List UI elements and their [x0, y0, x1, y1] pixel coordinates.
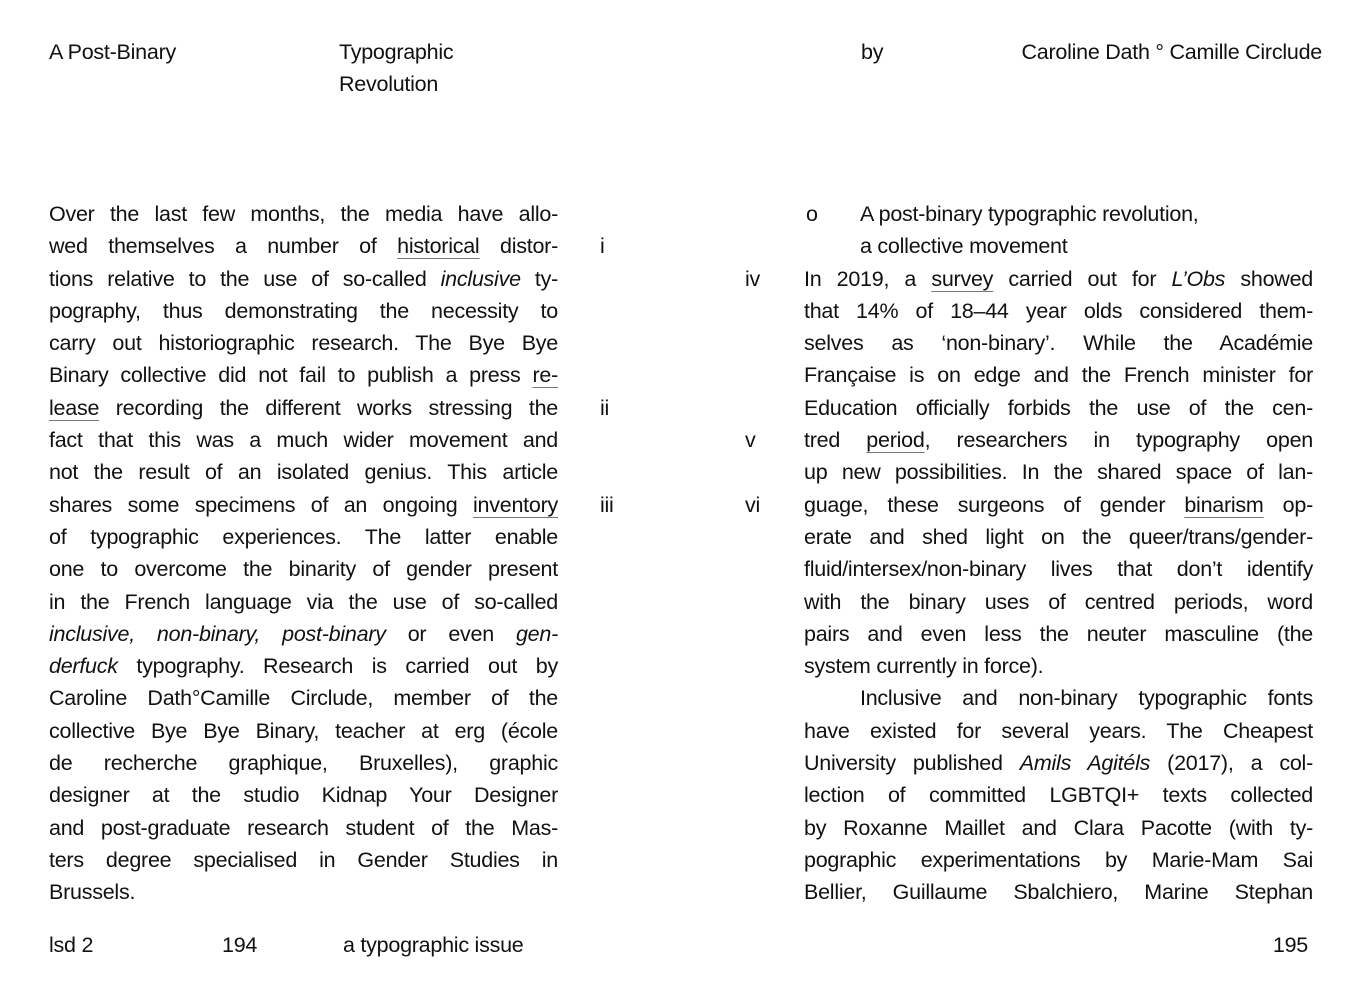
text-segment: (2017), a col-: [1150, 751, 1313, 776]
text-segment: ty-: [520, 266, 558, 291]
text-segment: tions relative to the use of so-called: [49, 266, 441, 291]
text-segment: In 2019, a: [804, 266, 932, 291]
text-line: [49, 230, 558, 262]
italic-text: Amils Agitéls: [1019, 751, 1151, 776]
hyperlink[interactable]: period: [866, 428, 925, 453]
text-segment: by Roxanne Maillet and Clara Pacotte (with ty-: [804, 815, 1313, 840]
text-segment: pography, thus demonstrating the necessity to: [49, 298, 558, 323]
text-segment: distor-: [479, 234, 558, 259]
text-segment: showed: [1225, 266, 1313, 291]
text-segment: ters degree specialised in Gender Studies in: [49, 847, 558, 872]
text-segment: not the result of an isolated genius. This article: [49, 460, 558, 485]
text-line: [804, 682, 1313, 714]
margin-note-marker[interactable]: iv: [745, 266, 761, 291]
text-segment: and post-graduate research student of the Mas-: [49, 815, 558, 840]
hyperlink[interactable]: historical: [397, 234, 480, 259]
text-segment: one to overcome the binarity of gender present: [49, 557, 558, 582]
text-segment: designer at the studio Kidnap Your Designer: [49, 783, 558, 808]
text-line: [49, 295, 558, 327]
text-line: [804, 489, 1313, 521]
text-line: [49, 586, 558, 618]
text-line: [49, 456, 558, 488]
text-segment: typography. Research is carried out by: [117, 654, 558, 679]
text-line: [49, 553, 558, 585]
text-segment: A post-binary typographic revolution,: [860, 202, 1199, 226]
text-segment: guage, these surgeons of gender: [804, 492, 1185, 517]
text-line: [804, 553, 1313, 585]
text-segment: fluid/intersex/non-binary lives that don’t identify: [804, 557, 1313, 582]
text-line: [804, 715, 1313, 747]
text-line: [49, 198, 558, 230]
text-line: [49, 263, 558, 295]
text-segment: op-: [1263, 492, 1313, 517]
text-line: [804, 392, 1313, 424]
margin-note-marker[interactable]: i: [600, 234, 605, 259]
italic-text: inclusive: [440, 266, 521, 291]
section-marker: o: [806, 202, 818, 226]
text-segment: that 14% of 18–44 year olds considered them-: [804, 298, 1313, 323]
text-segment: tred: [804, 428, 867, 453]
italic-text: inclusive, non-binary, post-binary: [49, 621, 386, 646]
text-line: [49, 747, 558, 779]
italic-text: gen-: [515, 621, 558, 646]
text-segment: in the French language via the use of so-called: [49, 589, 558, 614]
text-line: [49, 521, 558, 553]
margin-note-marker[interactable]: iii: [600, 492, 614, 517]
title-part2-line1: Typographic: [339, 40, 454, 64]
text-segment: shares some specimens of an ongoing: [49, 492, 473, 517]
text-line: [49, 876, 558, 908]
title-part1: A Post-Binary: [49, 40, 176, 64]
right-column-text: [804, 198, 1313, 909]
text-line: [49, 327, 558, 359]
text-line: [804, 812, 1313, 844]
text-line: [49, 424, 558, 456]
text-line: [804, 230, 1313, 262]
footer-page-left: 194: [222, 933, 258, 957]
text-segment: recording the different works stressing the: [99, 395, 558, 420]
text-segment: Education officially forbids the use of the cen-: [804, 395, 1313, 420]
text-line: [804, 263, 1313, 295]
by-label: by: [861, 40, 884, 64]
hyperlink[interactable]: lease: [49, 395, 100, 420]
text-segment: up new possibilities. In the shared space of lan-: [804, 460, 1313, 485]
text-line: [804, 618, 1313, 650]
text-line: [804, 456, 1313, 488]
text-segment: pairs and even less the neuter masculine (the: [804, 621, 1313, 646]
text-segment: Inclusive and non-binary typographic fonts: [860, 686, 1313, 711]
text-segment: pographic experimentations by Marie-Mam Sai: [804, 847, 1313, 872]
margin-note-marker[interactable]: v: [745, 428, 756, 453]
title-part2-line2: Revolution: [339, 72, 439, 96]
text-line: [804, 198, 1313, 230]
text-line: [49, 359, 558, 391]
text-segment: Binary collective did not fail to publish a press: [49, 363, 533, 388]
text-segment: University published: [804, 751, 1020, 776]
text-segment: de recherche graphique, Bruxelles), graphic: [49, 751, 558, 776]
text-segment: of typographic experiences. The latter enable: [49, 524, 558, 549]
text-segment: Française is on edge and the French minister for: [804, 363, 1313, 388]
hyperlink[interactable]: binarism: [1184, 492, 1264, 517]
text-line: [49, 392, 558, 424]
text-line: [804, 650, 1313, 682]
text-line: [49, 489, 558, 521]
footer-issue-title: a typographic issue: [343, 933, 524, 957]
text-line: [49, 715, 558, 747]
text-line: [804, 359, 1313, 391]
left-column-text: [49, 198, 558, 909]
footer-journal: lsd 2: [49, 933, 94, 957]
text-line: [804, 424, 1313, 456]
italic-text: derfuck: [49, 654, 118, 679]
text-segment: wed themselves a number of: [49, 234, 398, 259]
text-line: [804, 327, 1313, 359]
text-line: [804, 586, 1313, 618]
text-segment: Bellier, Guillaume Sbalchiero, Marine Stephan: [804, 880, 1313, 905]
text-segment: fact that this was a much wider movement and: [49, 428, 558, 453]
text-segment: have existed for several years. The Cheapest: [804, 718, 1313, 743]
footer-page-right: 195: [1272, 933, 1308, 957]
margin-note-marker[interactable]: vi: [745, 492, 761, 517]
text-segment: or even: [385, 621, 516, 646]
text-line: [804, 779, 1313, 811]
hyperlink[interactable]: re-: [532, 363, 558, 388]
authors: Caroline Dath ° Camille Circlude: [1021, 40, 1322, 64]
text-line: [804, 521, 1313, 553]
text-segment: collective Bye Bye Binary, teacher at erg (école: [49, 718, 558, 743]
text-segment: with the binary uses of centred periods, word: [804, 589, 1313, 614]
text-segment: Brussels.: [49, 880, 136, 905]
text-line: [49, 618, 558, 650]
hyperlink[interactable]: survey: [931, 266, 994, 291]
hyperlink[interactable]: inventory: [473, 492, 558, 517]
text-line: [49, 812, 558, 844]
text-line: [804, 844, 1313, 876]
text-line: [804, 747, 1313, 779]
text-segment: lection of committed LGBTQI+ texts collected: [804, 783, 1313, 808]
margin-note-marker[interactable]: ii: [600, 395, 610, 420]
text-segment: , researchers in typography open: [924, 428, 1313, 453]
text-line: [49, 779, 558, 811]
text-segment: carried out for: [993, 266, 1172, 291]
text-segment: selves as ‘non-binary’. While the Académie: [804, 331, 1313, 356]
text-segment: carry out historiographic research. The Bye Bye: [49, 331, 558, 356]
text-line: [49, 844, 558, 876]
text-line: [49, 650, 558, 682]
text-segment: Caroline Dath°Camille Circlude, member of the: [49, 686, 558, 711]
text-segment: system currently in force).: [804, 654, 1044, 679]
text-segment: Over the last few months, the media have allo-: [49, 202, 558, 226]
italic-text: L’Obs: [1171, 266, 1226, 291]
text-line: [804, 876, 1313, 908]
text-line: [804, 295, 1313, 327]
text-line: [49, 682, 558, 714]
text-segment: erate and shed light on the queer/trans/gender-: [804, 524, 1313, 549]
text-segment: a collective movement: [860, 234, 1068, 259]
